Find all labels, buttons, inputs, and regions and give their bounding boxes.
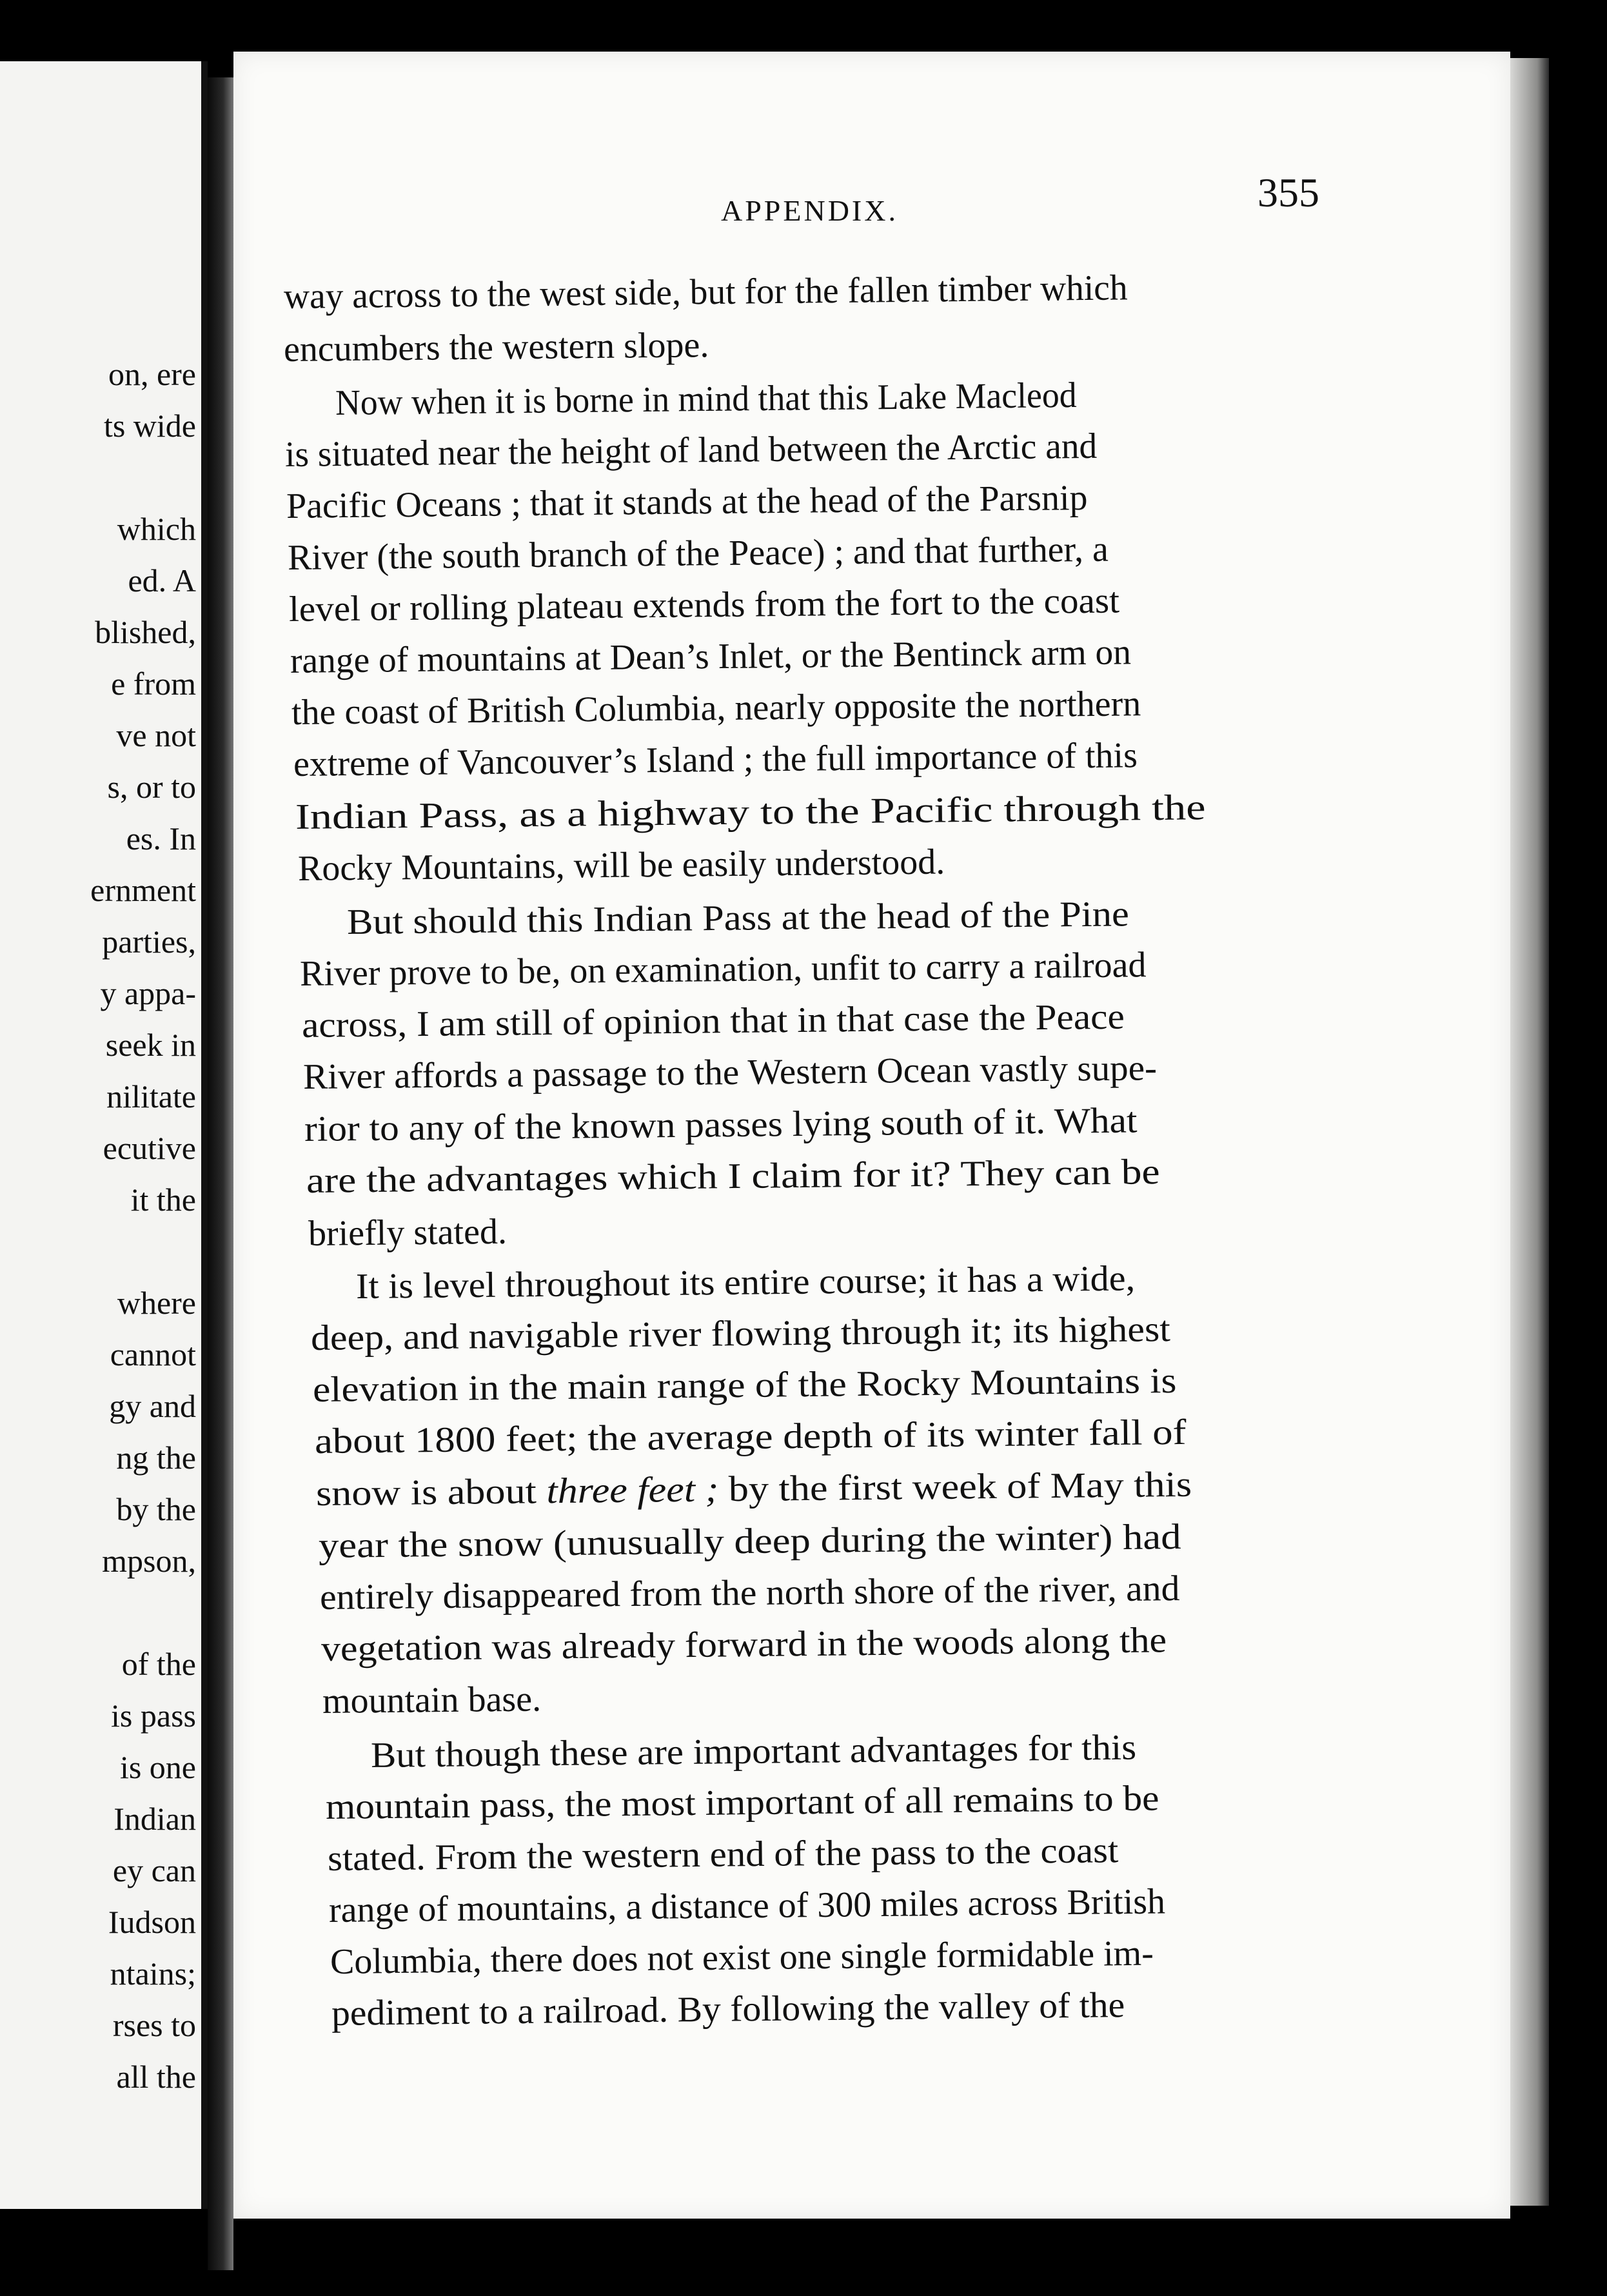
text-line: Indian Pass, as a highway to the Pacific through the xyxy=(295,787,1206,837)
text-span: by the first week of May this xyxy=(718,1464,1192,1510)
left-page-fragment: ernment xyxy=(90,872,196,908)
left-page-fragment: by the xyxy=(116,1491,196,1527)
left-page-fragment: cannot xyxy=(110,1336,196,1372)
left-page-fragment: which xyxy=(117,511,196,547)
text-line: But though these are important advantages for this xyxy=(370,1727,1137,1776)
text-line: mountain base. xyxy=(322,1679,542,1721)
text-line: extreme of Vancouver’s Island ; the full importance of this xyxy=(293,735,1138,784)
left-page-fragment: Indian xyxy=(113,1801,196,1837)
text-line: stated. From the western end of the pass to the coast xyxy=(327,1830,1119,1879)
left-page-fragment: ts wide xyxy=(103,408,196,444)
text-line: elevation in the main range of the Rocky Mountains is xyxy=(312,1360,1177,1410)
text-line: across, I am still of opinion that in that case the Peace xyxy=(301,996,1125,1045)
text-span: snow is about xyxy=(315,1471,547,1514)
text-line-snow xyxy=(316,1462,1192,1516)
text-line: Now when it is borne in mind that this Lake Macleod xyxy=(335,375,1077,423)
left-page-fragment: is pass xyxy=(111,1697,196,1734)
text-line: Pacific Oceans ; that it stands at the head of the Parsnip xyxy=(286,477,1088,526)
text-line: the coast of British Columbia, nearly opposite the northern xyxy=(291,684,1141,733)
text-line: It is level throughout its entire course; it has a wide, xyxy=(355,1258,1136,1307)
text-line: mountain pass, the most important of all remains to be xyxy=(325,1778,1159,1827)
text-line: Columbia, there does not exist one single formidable im- xyxy=(330,1933,1154,1982)
left-page-fragment: y appa- xyxy=(100,975,196,1011)
page-edge-shadow xyxy=(1510,58,1549,2206)
text-line: is situated near the height of land between the Arctic and xyxy=(284,426,1098,475)
left-page-fragment: mpson, xyxy=(102,1543,196,1579)
left-page-fragment: blished, xyxy=(95,614,196,650)
left-page-fragment: gy and xyxy=(109,1388,196,1424)
left-page-fragment: es. In xyxy=(126,820,196,856)
previous-page-edge xyxy=(0,61,208,2209)
text-line: level or rolling plateau extends from the fort to the coast xyxy=(288,580,1120,629)
text-line: River prove to be, on examination, unfit to carry a railroad xyxy=(299,945,1147,994)
left-page-fragment: ntains; xyxy=(110,1955,196,1992)
text-line: pediment to a railroad. By following the valley of the xyxy=(331,1985,1125,2034)
left-page-fragment: on, ere xyxy=(108,356,196,392)
left-page-fragment: of the xyxy=(121,1646,196,1682)
text-line: range of mountains, a distance of 300 miles across British xyxy=(328,1881,1166,1930)
text-line: year the snow (unusually deep during the winter) had xyxy=(318,1516,1181,1566)
left-page-fragment: where xyxy=(117,1285,196,1321)
text-line: entirely disappeared from the north shore of the river, and xyxy=(319,1569,1180,1618)
text-line: River affords a passage to the Western Ocean vastly supe- xyxy=(302,1048,1158,1097)
text-line: about 1800 feet; the average depth of its winter fall of xyxy=(314,1412,1187,1461)
left-page-fragment: nilitate xyxy=(106,1078,196,1114)
left-page-fragment: ng the xyxy=(116,1440,196,1476)
text-line: range of mountains at Dean’s Inlet, or the Bentinck arm on xyxy=(290,632,1132,681)
left-page-fragment: s, or to xyxy=(107,769,196,805)
left-page-fragment: Iudson xyxy=(108,1904,196,1940)
italic-phrase: three feet ; xyxy=(546,1469,719,1512)
left-page-fragment: ve not xyxy=(116,717,196,753)
text-line: briefly stated. xyxy=(308,1211,508,1254)
left-page-fragment: rses to xyxy=(112,2007,196,2043)
text-line: Rocky Mountains, will be easily understood. xyxy=(297,842,945,889)
left-page-fragment: e from xyxy=(111,666,196,702)
book-gutter xyxy=(208,77,233,2270)
text-line: are the advantages which I claim for it? They can be xyxy=(306,1152,1160,1201)
text-line: But should this Indian Pass at the head of the Pine xyxy=(346,894,1130,942)
left-page-fragment: is one xyxy=(119,1749,196,1785)
text-line: way across to the west side, but for the fallen timber which xyxy=(283,268,1128,317)
text-line: River (the south branch of the Peace) ; and that further, a xyxy=(287,529,1109,578)
left-page-fragment: parties, xyxy=(102,924,196,960)
left-page-fragment: all the xyxy=(116,2059,196,2095)
left-page-fragment: ed. A xyxy=(128,562,196,599)
left-page-fragment: ey can xyxy=(112,1852,196,1888)
page-number: 355 xyxy=(1257,170,1319,215)
left-page-fragment: seek in xyxy=(105,1027,196,1063)
text-line: deep, and navigable river flowing through it; its highest xyxy=(310,1309,1171,1358)
text-line: vegetation was already forward in the woods along the xyxy=(320,1620,1167,1669)
left-page-fragment: ecutive xyxy=(103,1130,196,1166)
left-page-fragment: it the xyxy=(130,1182,196,1218)
text-line: rior to any of the known passes lying south of it. What xyxy=(304,1100,1138,1149)
running-header: APPENDIX. xyxy=(721,194,898,227)
text-line: encumbers the western slope. xyxy=(283,325,709,370)
